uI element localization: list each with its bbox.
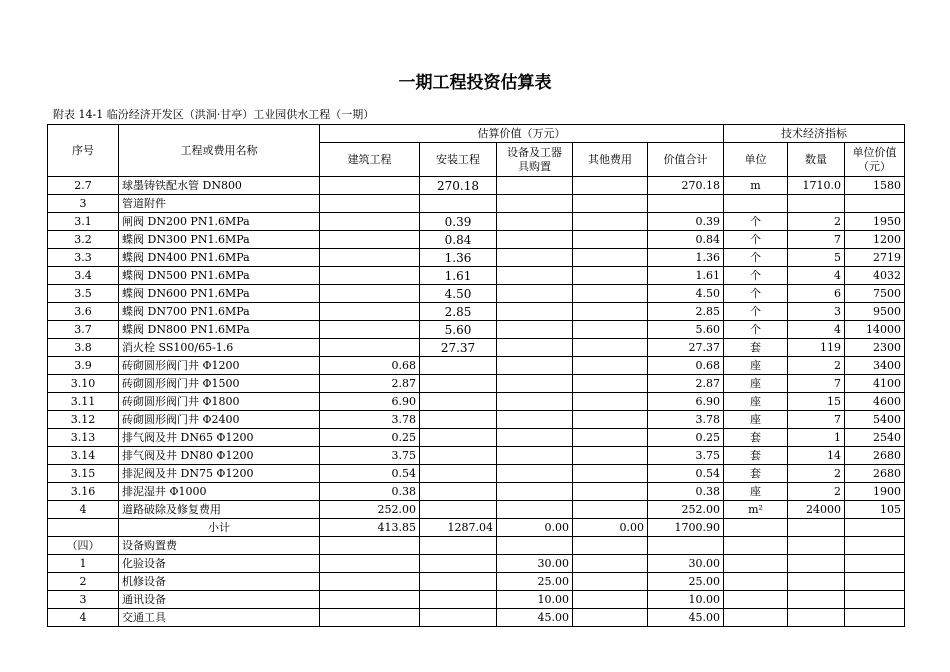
cell-name: 蝶阀 DN800 PN1.6MPa: [119, 321, 320, 339]
cell-unit-price: [845, 519, 905, 537]
cell-equipment: [497, 177, 573, 195]
cell-install: [420, 609, 497, 627]
cell-total: 1.61: [648, 267, 724, 285]
cell-seq: 3.4: [48, 267, 119, 285]
table-row: [48, 555, 905, 573]
cell-name: 闸阀 DN200 PN1.6MPa: [119, 213, 320, 231]
cell-unit-price: 3400: [845, 357, 905, 375]
cell-name: 消火栓 SS100/65-1.6: [119, 339, 320, 357]
cell-unit-price: [845, 573, 905, 591]
cell-install: [420, 411, 497, 429]
cell-name: 排气阀及井 DN65 Φ1200: [119, 429, 320, 447]
cell-building: 0.68: [320, 357, 420, 375]
cell-other: [573, 591, 648, 609]
cell-total: 0.38: [648, 483, 724, 501]
cell-seq: 2: [48, 573, 119, 591]
header-unit: 单位: [724, 143, 788, 177]
cell-other: [573, 393, 648, 411]
cell-qty: [788, 519, 845, 537]
table-row: [48, 465, 905, 483]
cell-building: 2.87: [320, 375, 420, 393]
table-row: [48, 447, 905, 465]
cell-other: [573, 339, 648, 357]
table-row: [48, 429, 905, 447]
cell-seq: 3.8: [48, 339, 119, 357]
cell-building: 3.75: [320, 447, 420, 465]
cell-qty: [788, 609, 845, 627]
cell-unit: 个: [724, 249, 788, 267]
cell-total: [648, 195, 724, 213]
cell-total: 270.18: [648, 177, 724, 195]
cell-equipment: 30.00: [497, 555, 573, 573]
cell-unit: [724, 519, 788, 537]
cell-unit: 套: [724, 429, 788, 447]
cell-other: [573, 411, 648, 429]
table-row: [48, 591, 905, 609]
cell-name: 蝶阀 DN300 PN1.6MPa: [119, 231, 320, 249]
cell-unit-price: 5400: [845, 411, 905, 429]
cell-unit-price: 1950: [845, 213, 905, 231]
cell-unit: [724, 195, 788, 213]
cell-name: 通讯设备: [119, 591, 320, 609]
cell-other: [573, 465, 648, 483]
cell-unit: m²: [724, 501, 788, 519]
cell-equipment: [497, 195, 573, 213]
cell-other: [573, 177, 648, 195]
table-row: [48, 321, 905, 339]
cell-equipment: [497, 411, 573, 429]
cell-total: 0.25: [648, 429, 724, 447]
cell-equipment: [497, 537, 573, 555]
table-row: [48, 339, 905, 357]
cell-unit: [724, 609, 788, 627]
cell-qty: 4: [788, 321, 845, 339]
table-row: [48, 213, 905, 231]
cell-qty: [788, 591, 845, 609]
cell-install: 0.84: [420, 231, 497, 249]
cell-name: 交通工具: [119, 609, 320, 627]
cell-equipment: [497, 213, 573, 231]
cell-total: 2.87: [648, 375, 724, 393]
cell-total: 2.85: [648, 303, 724, 321]
cell-qty: 5: [788, 249, 845, 267]
cell-building: [320, 177, 420, 195]
cell-seq: （四）: [48, 537, 119, 555]
cell-unit-price: 2719: [845, 249, 905, 267]
cell-unit: 座: [724, 357, 788, 375]
cell-equipment: [497, 321, 573, 339]
cell-total: 0.68: [648, 357, 724, 375]
cell-other: [573, 267, 648, 285]
header-name: 工程或费用名称: [119, 125, 320, 177]
cell-building: 3.78: [320, 411, 420, 429]
cell-seq: 3.9: [48, 357, 119, 375]
cell-install: [420, 465, 497, 483]
cell-total: 25.00: [648, 573, 724, 591]
cell-unit: 个: [724, 231, 788, 249]
cell-equipment: [497, 303, 573, 321]
cell-building: [320, 555, 420, 573]
cell-building: [320, 609, 420, 627]
cell-equipment: [497, 483, 573, 501]
cell-seq: 3.12: [48, 411, 119, 429]
header-tech: 技术经济指标: [724, 125, 905, 143]
header-total: 价值合计: [648, 143, 724, 177]
cell-seq: [48, 519, 119, 537]
cell-unit-price: [845, 195, 905, 213]
cell-total: [648, 537, 724, 555]
cell-equipment: [497, 285, 573, 303]
cell-total: 5.60: [648, 321, 724, 339]
cell-unit-price: 105: [845, 501, 905, 519]
investment-table: [47, 124, 905, 627]
cell-unit-price: 4600: [845, 393, 905, 411]
cell-seq: 3.10: [48, 375, 119, 393]
cell-total: 30.00: [648, 555, 724, 573]
cell-qty: [788, 555, 845, 573]
cell-equipment: [497, 357, 573, 375]
cell-unit: [724, 555, 788, 573]
cell-total: 27.37: [648, 339, 724, 357]
cell-qty: 3: [788, 303, 845, 321]
cell-seq: 3.11: [48, 393, 119, 411]
cell-install: 4.50: [420, 285, 497, 303]
cell-seq: 3.3: [48, 249, 119, 267]
table-row: [48, 195, 905, 213]
cell-other: [573, 249, 648, 267]
cell-qty: 1: [788, 429, 845, 447]
cell-install: 0.39: [420, 213, 497, 231]
cell-total: 3.75: [648, 447, 724, 465]
cell-other: [573, 285, 648, 303]
table-row: [48, 249, 905, 267]
table-row: [48, 177, 905, 195]
cell-name: 管道附件: [119, 195, 320, 213]
cell-qty: 2: [788, 483, 845, 501]
cell-qty: 6: [788, 285, 845, 303]
cell-seq: 3.6: [48, 303, 119, 321]
cell-unit: [724, 537, 788, 555]
cell-unit-price: 7500: [845, 285, 905, 303]
cell-seq: 3.15: [48, 465, 119, 483]
cell-install: 1.61: [420, 267, 497, 285]
cell-unit: 个: [724, 285, 788, 303]
cell-building: 252.00: [320, 501, 420, 519]
page-title: 一期工程投资估算表: [398, 73, 552, 93]
table-row: [48, 501, 905, 519]
table-row: [48, 357, 905, 375]
cell-qty: 7: [788, 375, 845, 393]
cell-name: 砖砌圆形阀门井 Φ2400: [119, 411, 320, 429]
cell-building: 0.54: [320, 465, 420, 483]
cell-other: [573, 303, 648, 321]
cell-equipment: [497, 465, 573, 483]
cell-building: 413.85: [320, 519, 420, 537]
cell-unit: 个: [724, 303, 788, 321]
cell-building: [320, 231, 420, 249]
cell-install: 2.85: [420, 303, 497, 321]
cell-qty: [788, 537, 845, 555]
cell-name: 机修设备: [119, 573, 320, 591]
header-install: 安装工程: [420, 143, 497, 177]
cell-total: 1.36: [648, 249, 724, 267]
cell-qty: 4: [788, 267, 845, 285]
table-row: [48, 573, 905, 591]
cell-equipment: [497, 393, 573, 411]
cell-total: 45.00: [648, 609, 724, 627]
cell-unit-price: 1200: [845, 231, 905, 249]
header-equipment: 设备及工器具购置: [497, 143, 573, 177]
table-row: [48, 483, 905, 501]
cell-unit-price: 2300: [845, 339, 905, 357]
table-row: [48, 375, 905, 393]
cell-other: [573, 573, 648, 591]
cell-building: [320, 537, 420, 555]
cell-unit-price: [845, 537, 905, 555]
cell-name: 砖砌圆形阀门井 Φ1200: [119, 357, 320, 375]
table-row: [48, 537, 905, 555]
cell-name: 排泥阀及井 DN75 Φ1200: [119, 465, 320, 483]
cell-total: 4.50: [648, 285, 724, 303]
cell-equipment: 10.00: [497, 591, 573, 609]
table-row: [48, 393, 905, 411]
cell-total: 0.84: [648, 231, 724, 249]
cell-unit-price: 4100: [845, 375, 905, 393]
cell-name: 蝶阀 DN700 PN1.6MPa: [119, 303, 320, 321]
subtotal-row: [48, 519, 905, 537]
cell-other: [573, 483, 648, 501]
cell-total: 252.00: [648, 501, 724, 519]
cell-qty: [788, 195, 845, 213]
cell-building: [320, 249, 420, 267]
cell-name: 蝶阀 DN400 PN1.6MPa: [119, 249, 320, 267]
cell-unit: 座: [724, 393, 788, 411]
cell-name: 排气阀及井 DN80 Φ1200: [119, 447, 320, 465]
cell-total: 1700.90: [648, 519, 724, 537]
cell-unit: m: [724, 177, 788, 195]
cell-install: [420, 375, 497, 393]
cell-install: [420, 555, 497, 573]
cell-other: 0.00: [573, 519, 648, 537]
table-row: [48, 285, 905, 303]
cell-other: [573, 555, 648, 573]
cell-seq: 3: [48, 195, 119, 213]
cell-equipment: 45.00: [497, 609, 573, 627]
cell-name: 化验设备: [119, 555, 320, 573]
cell-building: [320, 285, 420, 303]
cell-qty: 2: [788, 213, 845, 231]
cell-seq: 3.16: [48, 483, 119, 501]
cell-name: 蝶阀 DN500 PN1.6MPa: [119, 267, 320, 285]
cell-total: 0.54: [648, 465, 724, 483]
cell-unit-price: 1580: [845, 177, 905, 195]
cell-install: [420, 429, 497, 447]
cell-seq: 1: [48, 555, 119, 573]
cell-unit: 个: [724, 213, 788, 231]
cell-other: [573, 609, 648, 627]
cell-unit-price: 2680: [845, 447, 905, 465]
cell-total: 3.78: [648, 411, 724, 429]
cell-seq: 3.7: [48, 321, 119, 339]
cell-unit-price: [845, 555, 905, 573]
cell-unit: [724, 573, 788, 591]
cell-building: [320, 339, 420, 357]
cell-equipment: [497, 339, 573, 357]
cell-equipment: [497, 429, 573, 447]
cell-install: 5.60: [420, 321, 497, 339]
cell-name: 砖砌圆形阀门井 Φ1500: [119, 375, 320, 393]
header-qty: 数量: [788, 143, 845, 177]
cell-name: 球墨铸铁配水管 DN800: [119, 177, 320, 195]
cell-other: [573, 231, 648, 249]
cell-equipment: [497, 447, 573, 465]
cell-building: 0.38: [320, 483, 420, 501]
cell-other: [573, 195, 648, 213]
cell-install: [420, 591, 497, 609]
cell-unit-price: 1900: [845, 483, 905, 501]
cell-install: 1.36: [420, 249, 497, 267]
cell-building: 0.25: [320, 429, 420, 447]
cell-name: 设备购置费: [119, 537, 320, 555]
cell-equipment: 0.00: [497, 519, 573, 537]
header-estimate: 估算价值（万元）: [320, 125, 724, 143]
cell-qty: 15: [788, 393, 845, 411]
cell-other: [573, 537, 648, 555]
cell-other: [573, 429, 648, 447]
cell-qty: 2: [788, 465, 845, 483]
header-other: 其他费用: [573, 143, 648, 177]
cell-unit: [724, 591, 788, 609]
cell-unit: 套: [724, 339, 788, 357]
cell-unit: 座: [724, 411, 788, 429]
cell-total: 6.90: [648, 393, 724, 411]
cell-install: [420, 501, 497, 519]
table-caption: 附表 14-1 临汾经济开发区（洪洞·甘亭）工业园供水工程（一期）: [53, 108, 375, 121]
cell-install: [420, 447, 497, 465]
cell-equipment: [497, 501, 573, 519]
cell-unit: 个: [724, 267, 788, 285]
cell-install: [420, 393, 497, 411]
cell-building: [320, 303, 420, 321]
cell-name: 蝶阀 DN600 PN1.6MPa: [119, 285, 320, 303]
header-building: 建筑工程: [320, 143, 420, 177]
cell-qty: 1710.0: [788, 177, 845, 195]
cell-seq: 4: [48, 501, 119, 519]
cell-seq: 4: [48, 609, 119, 627]
cell-other: [573, 213, 648, 231]
cell-qty: 24000: [788, 501, 845, 519]
cell-seq: 3.2: [48, 231, 119, 249]
cell-unit-price: 14000: [845, 321, 905, 339]
cell-seq: 3: [48, 591, 119, 609]
cell-other: [573, 375, 648, 393]
header-unit-price: 单位价值（元）: [845, 143, 905, 177]
cell-qty: [788, 573, 845, 591]
cell-qty: 2: [788, 357, 845, 375]
header-row-1: [48, 125, 905, 143]
cell-unit-price: [845, 591, 905, 609]
cell-install: [420, 573, 497, 591]
cell-install: [420, 537, 497, 555]
cell-other: [573, 447, 648, 465]
cell-unit-price: 9500: [845, 303, 905, 321]
cell-name: 小计: [119, 519, 320, 537]
cell-building: [320, 591, 420, 609]
cell-building: [320, 321, 420, 339]
cell-qty: 7: [788, 231, 845, 249]
cell-seq: 2.7: [48, 177, 119, 195]
cell-name: 砖砌圆形阀门井 Φ1800: [119, 393, 320, 411]
cell-seq: 3.13: [48, 429, 119, 447]
table-row: [48, 609, 905, 627]
cell-unit: 座: [724, 375, 788, 393]
cell-building: [320, 213, 420, 231]
cell-equipment: [497, 267, 573, 285]
header-seq: 序号: [48, 125, 119, 177]
cell-qty: 14: [788, 447, 845, 465]
table-row: [48, 231, 905, 249]
cell-install: [420, 483, 497, 501]
cell-unit: 套: [724, 465, 788, 483]
table-row: [48, 303, 905, 321]
cell-other: [573, 501, 648, 519]
cell-qty: 119: [788, 339, 845, 357]
table-row: [48, 267, 905, 285]
cell-unit-price: 2540: [845, 429, 905, 447]
cell-building: [320, 573, 420, 591]
cell-unit-price: 2680: [845, 465, 905, 483]
cell-seq: 3.1: [48, 213, 119, 231]
cell-total: 10.00: [648, 591, 724, 609]
cell-install: 270.18: [420, 177, 497, 195]
cell-unit-price: 4032: [845, 267, 905, 285]
cell-other: [573, 321, 648, 339]
cell-name: 道路破除及修复费用: [119, 501, 320, 519]
cell-equipment: [497, 231, 573, 249]
cell-equipment: 25.00: [497, 573, 573, 591]
table-row: [48, 411, 905, 429]
cell-install: [420, 195, 497, 213]
cell-equipment: [497, 375, 573, 393]
cell-total: 0.39: [648, 213, 724, 231]
cell-name: 排泥湿井 Φ1000: [119, 483, 320, 501]
cell-install: [420, 357, 497, 375]
cell-unit: 套: [724, 447, 788, 465]
cell-other: [573, 357, 648, 375]
cell-unit: 座: [724, 483, 788, 501]
cell-qty: 7: [788, 411, 845, 429]
cell-building: [320, 267, 420, 285]
cell-unit-price: [845, 609, 905, 627]
cell-install: 27.37: [420, 339, 497, 357]
cell-building: 6.90: [320, 393, 420, 411]
cell-equipment: [497, 249, 573, 267]
cell-seq: 3.5: [48, 285, 119, 303]
cell-install: 1287.04: [420, 519, 497, 537]
cell-unit: 个: [724, 321, 788, 339]
cell-seq: 3.14: [48, 447, 119, 465]
cell-building: [320, 195, 420, 213]
